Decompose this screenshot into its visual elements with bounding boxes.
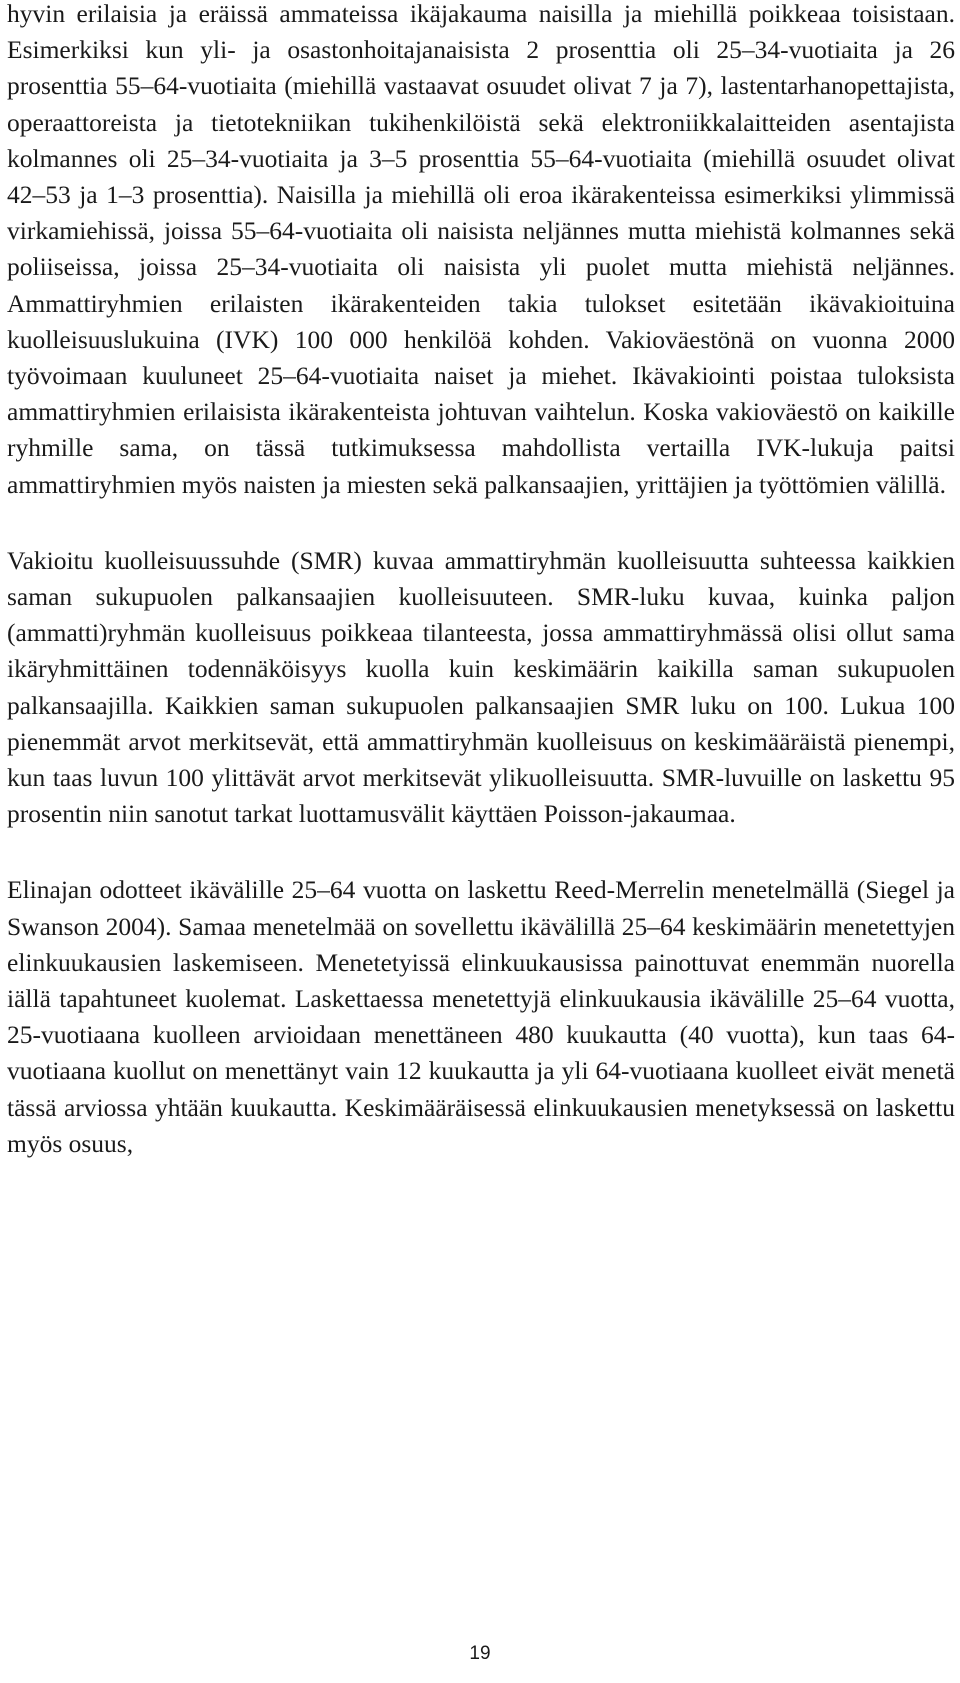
paragraph-age-standardization: hyvin erilaisia ja eräissä ammateissa ikäjakauma naisilla ja miehillä poikkeaa toisistaan. Esimerkiksi kun yli- ja osastonhoitajanaisista 2 prosenttia oli 25–34-vuotiaita ja 26 prosenttia 55–64-vuotiaita (miehillä vastaavat osuudet olivat 7 ja 7), lastentarhanopettajista, operaattoreista ja tietotekniikan tukihenkilöistä sekä elektroniikkalaitteiden asentajista kolmannes oli 25–34-vuotiaita ja 3–5 prosenttia 55–64-vuotiaita (miehillä osuudet olivat 42–53 ja 1–3 prosenttia). Naisilla ja miehillä oli eroa ikärakenteissa esimerkiksi ylimmissä virkamiehissä, joissa 55–64-vuotiaita oli naisista neljännes mutta miehistä kolmannes sekä poliiseissa, joissa 25–34-vuotiaita oli naisista yli puolet mutta miehistä neljännes. Ammattiryhmien erilaisten ikärakenteiden takia tulokset esitetään ikävakioituina kuolleisuuslukuina (IVK) 100 000 henkilöä kohden. Vakioväestönä on vuonna 2000 työvoimaan kuuluneet 25–64-vuotiaita naiset ja miehet. Ikävakiointi poistaa tuloksista ammattiryhmien erilaisista ikärakenteista johtuvan vaihtelun. Koska vakioväestö on kaikille ryhmille sama, on tässä tutkimuksessa mahdollista vertailla IVK-lukuja paitsi ammattiryhmien myös naisten ja miesten sekä palkansaajien, yrittäjien ja työttömien välillä. — [7, 0, 955, 499]
paragraph-life-expectancy: Elinajan odotteet ikävälille 25–64 vuotta on laskettu Reed-Merrelin menetelmällä (Siegel ja Swanson 2004). Samaa menetelmää on sovellettu ikävälillä 25–64 keskimäärin menetettyjen elinkuukausien laskemiseen. Menetetyissä elinkuukausissa painottuvat enemmän nuorella iällä tapahtuneet kuolemat. Laskettaessa menetettyjä elinkuukausia ikävälille 25–64 vuotta, 25-vuotiaana kuolleen arvioidaan menettäneen 480 kuukautta (40 vuotta), kun taas 64-vuotiaana kuollut on menettänyt vain 12 kuukautta ja yli 64-vuotiaana kuolleet eivät menetä tässä arviossa yhtään kuukautta. Keskimääräisessä elinkuukausien menetyksessä on laskettu myös osuus, — [7, 875, 955, 1158]
page-number: 19 — [469, 1643, 491, 1664]
paragraph-smr: Vakioitu kuolleisuussuhde (SMR) kuvaa ammattiryhmän kuolleisuutta suhteessa kaikkien saman sukupuolen palkansaajien kuolleisuuteen. SMR-luku kuvaa, kuinka paljon (ammatti)ryhmän kuolleisuus poikkeaa tilanteesta, jossa ammattiryhmässä olisi ollut sama ikäryhmittäinen todennäköisyys kuolla kuin keskimäärin kaikilla saman sukupuolen palkansaajilla. Kaikkien saman sukupuolen palkansaajien SMR luku on 100. Lukua 100 pienemmät arvot merkitsevät, että ammattiryhmän kuolleisuus on keskimääräistä pienempi, kun taas luvun 100 ylittävät arvot merkitsevät ylikuolleisuutta. SMR-luvuille on laskettu 95 prosentin niin sanotut tarkat luottamusvälit käyttäen Poisson-jakaumaa. — [7, 545, 955, 829]
document-page — [7, 0, 955, 1162]
